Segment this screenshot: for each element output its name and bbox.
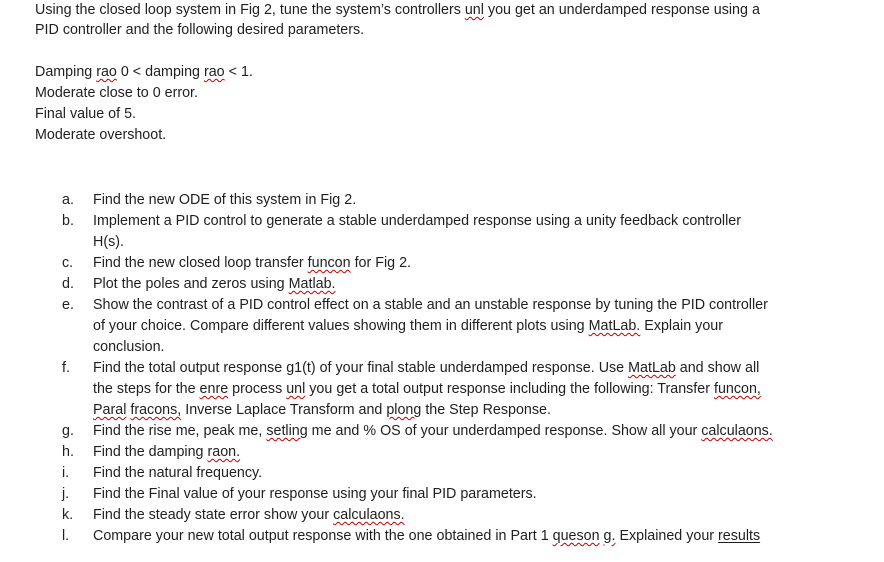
task-i-letter: i.: [62, 465, 70, 481]
task-l-text: Compare your new total output response with the one obtained in Part 1 queson g. Explained your results: [93, 528, 761, 544]
param-error: Moderate close to 0 error.: [35, 85, 198, 101]
task-g-text: Find the rise me, peak me, setling me and % OS of your underdamped response. Show all your calculaons.: [93, 423, 773, 439]
param-damping-ratio: Damping rao 0 < damping rao < 1.: [35, 64, 253, 80]
task-b-letter: b.: [62, 213, 74, 229]
task-f-text-line-1: Find the total output response g1(t) of your final stable underdamped response. Use MatLab and show all: [93, 360, 760, 376]
task-c-text: Find the new closed loop transfer funcon for Fig 2.: [93, 255, 412, 271]
task-d-letter: d.: [62, 276, 74, 292]
task-a-letter: a.: [62, 192, 74, 208]
task-a-text: Find the new ODE of this system in Fig 2.: [93, 192, 357, 208]
task-f-text-line-3: Paral fracons, Inverse Laplace Transform and plong the Step Response.: [93, 402, 551, 418]
task-k-letter: k.: [62, 507, 74, 523]
task-h-text: Find the damping raon.: [93, 444, 241, 460]
task-e-text-line-1: Show the contrast of a PID control effect on a stable and an unstable response by tuning the PID controller: [93, 297, 768, 313]
task-c-letter: c.: [62, 255, 74, 271]
task-f-letter: f.: [62, 360, 70, 376]
task-e-letter: e.: [62, 297, 74, 313]
task-l-letter: l.: [62, 528, 70, 544]
intro-line-1: Using the closed loop system in Fig 2, tune the system’s controllers unl you get an underdamped response using a: [35, 2, 760, 18]
task-h-letter: h.: [62, 444, 74, 460]
task-e-text-line-3: conclusion.: [93, 339, 165, 355]
task-i-text: Find the natural frequency.: [93, 465, 263, 481]
task-d-text: Plot the poles and zeros using Matlab.: [93, 276, 336, 292]
intro-line-2: PID controller and the following desired parameters.: [35, 22, 365, 38]
task-b-text-line-2: H(s).: [93, 234, 124, 250]
task-e-text-line-2: of your choice. Compare different values showing them in different plots using MatLab. Explain your: [93, 318, 723, 334]
task-g-letter: g.: [62, 423, 74, 439]
task-b-text-line-1: Implement a PID control to generate a stable underdamped response using a unity feedback controller: [93, 213, 741, 229]
param-final-value: Final value of 5.: [35, 106, 137, 122]
task-f-text-line-2: the steps for the enre process unl you get a total output response including the following: Transfer funcon,: [93, 381, 761, 397]
task-j-text: Find the Final value of your response using your final PID parameters.: [93, 486, 537, 502]
task-j-letter: j.: [62, 486, 70, 502]
param-overshoot: Moderate overshoot.: [35, 127, 167, 143]
task-k-text: Find the steady state error show your calculaons.: [93, 507, 405, 523]
